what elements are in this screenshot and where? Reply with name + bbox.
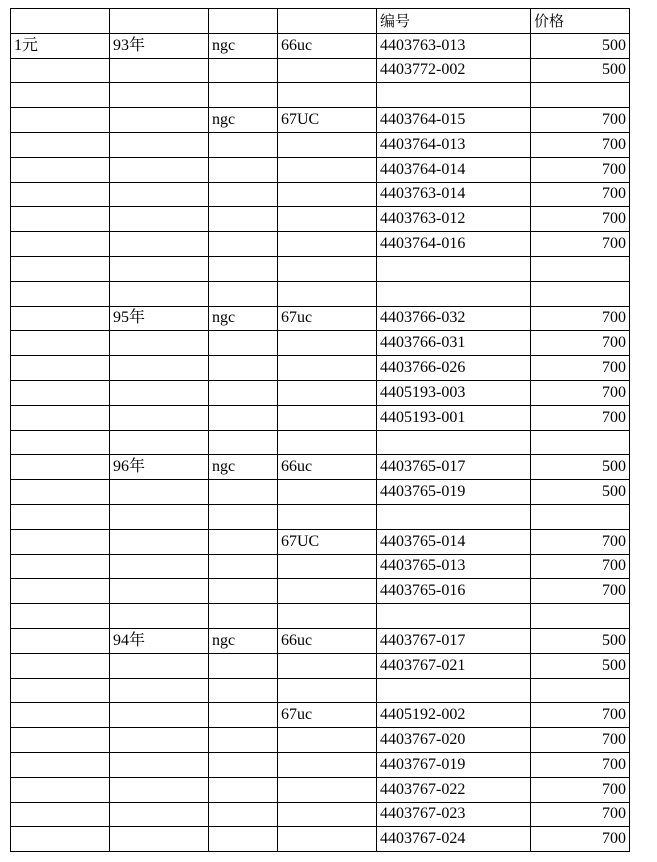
header-cell-denom[interactable] bbox=[11, 9, 110, 34]
cell-serial[interactable]: 4405193-001 bbox=[377, 405, 531, 430]
cell-year[interactable] bbox=[110, 827, 209, 852]
cell-serial[interactable]: 4403765-016 bbox=[377, 579, 531, 604]
cell-price[interactable]: 500 bbox=[531, 628, 630, 653]
cell-serial[interactable] bbox=[377, 678, 531, 703]
cell-price[interactable]: 700 bbox=[531, 356, 630, 381]
table-row bbox=[11, 455, 630, 480]
cell-denom[interactable] bbox=[11, 678, 110, 703]
cell-grader[interactable] bbox=[209, 430, 278, 455]
table-row bbox=[11, 83, 630, 108]
table-row bbox=[11, 331, 630, 356]
cell-grade[interactable] bbox=[278, 281, 377, 306]
cell-year[interactable] bbox=[110, 58, 209, 83]
cell-grader[interactable] bbox=[209, 157, 278, 182]
cell-price[interactable]: 700 bbox=[531, 752, 630, 777]
table-row bbox=[11, 728, 630, 753]
cell-year[interactable] bbox=[110, 132, 209, 157]
cell-grader[interactable] bbox=[209, 207, 278, 232]
cell-price[interactable]: 500 bbox=[531, 480, 630, 505]
cell-grade[interactable] bbox=[278, 604, 377, 629]
cell-denom[interactable] bbox=[11, 529, 110, 554]
table-row bbox=[11, 380, 630, 405]
header-cell-year[interactable] bbox=[110, 9, 209, 34]
cell-denom[interactable] bbox=[11, 405, 110, 430]
cell-denom[interactable] bbox=[11, 380, 110, 405]
cell-serial[interactable]: 4403767-024 bbox=[377, 827, 531, 852]
table-row bbox=[11, 628, 630, 653]
cell-grader[interactable] bbox=[209, 83, 278, 108]
cell-grader[interactable] bbox=[209, 529, 278, 554]
cell-denom[interactable] bbox=[11, 653, 110, 678]
cell-year[interactable] bbox=[110, 281, 209, 306]
cell-grader[interactable] bbox=[209, 405, 278, 430]
cell-year[interactable] bbox=[110, 752, 209, 777]
cell-denom[interactable] bbox=[11, 728, 110, 753]
cell-grader[interactable] bbox=[209, 604, 278, 629]
cell-grader[interactable] bbox=[209, 182, 278, 207]
cell-denom[interactable] bbox=[11, 306, 110, 331]
cell-grader[interactable]: ngc bbox=[209, 108, 278, 133]
cell-price[interactable]: 700 bbox=[531, 529, 630, 554]
cell-serial[interactable]: 4405193-003 bbox=[377, 380, 531, 405]
table-row bbox=[11, 430, 630, 455]
cell-year[interactable] bbox=[110, 256, 209, 281]
cell-grader[interactable] bbox=[209, 777, 278, 802]
cell-price[interactable]: 700 bbox=[531, 232, 630, 257]
table-row bbox=[11, 678, 630, 703]
cell-denom[interactable] bbox=[11, 108, 110, 133]
table-row bbox=[11, 232, 630, 257]
table-row bbox=[11, 33, 630, 58]
cell-serial[interactable]: 4403765-014 bbox=[377, 529, 531, 554]
table-row bbox=[11, 157, 630, 182]
cell-price[interactable] bbox=[531, 678, 630, 703]
cell-grade[interactable] bbox=[278, 256, 377, 281]
cell-year[interactable] bbox=[110, 405, 209, 430]
cell-year[interactable] bbox=[110, 331, 209, 356]
cell-denom[interactable] bbox=[11, 157, 110, 182]
cell-price[interactable] bbox=[531, 604, 630, 629]
cell-price[interactable]: 700 bbox=[531, 777, 630, 802]
cell-grader[interactable]: ngc bbox=[209, 455, 278, 480]
cell-grade[interactable] bbox=[278, 331, 377, 356]
cell-grader[interactable] bbox=[209, 480, 278, 505]
cell-serial[interactable]: 4403767-022 bbox=[377, 777, 531, 802]
cell-grader[interactable] bbox=[209, 728, 278, 753]
cell-grade[interactable] bbox=[278, 83, 377, 108]
cell-serial[interactable]: 4403767-017 bbox=[377, 628, 531, 653]
cell-year[interactable] bbox=[110, 802, 209, 827]
table-row bbox=[11, 480, 630, 505]
header-cell-serial[interactable]: 编号 bbox=[377, 9, 531, 34]
cell-year[interactable]: 94年 bbox=[110, 628, 209, 653]
table-row bbox=[11, 554, 630, 579]
cell-denom[interactable] bbox=[11, 281, 110, 306]
table-body bbox=[11, 9, 630, 852]
cell-denom[interactable] bbox=[11, 628, 110, 653]
cell-serial[interactable]: 4403763-014 bbox=[377, 182, 531, 207]
table-row bbox=[11, 356, 630, 381]
cell-denom[interactable] bbox=[11, 58, 110, 83]
cell-grade[interactable] bbox=[278, 554, 377, 579]
cell-price[interactable] bbox=[531, 281, 630, 306]
cell-denom[interactable] bbox=[11, 132, 110, 157]
table-row bbox=[11, 132, 630, 157]
cell-denom[interactable] bbox=[11, 554, 110, 579]
cell-serial[interactable]: 4403764-014 bbox=[377, 157, 531, 182]
cell-price[interactable]: 700 bbox=[531, 380, 630, 405]
cell-serial[interactable]: 4403764-015 bbox=[377, 108, 531, 133]
cell-grader[interactable] bbox=[209, 232, 278, 257]
cell-price[interactable]: 700 bbox=[531, 108, 630, 133]
cell-price[interactable]: 700 bbox=[531, 331, 630, 356]
cell-denom[interactable] bbox=[11, 802, 110, 827]
cell-grade[interactable] bbox=[278, 430, 377, 455]
cell-year[interactable] bbox=[110, 232, 209, 257]
cell-grader[interactable] bbox=[209, 579, 278, 604]
cell-grade[interactable] bbox=[278, 777, 377, 802]
cell-serial[interactable]: 4405192-002 bbox=[377, 703, 531, 728]
cell-grader[interactable] bbox=[209, 703, 278, 728]
header-cell-grader[interactable] bbox=[209, 9, 278, 34]
table-row bbox=[11, 579, 630, 604]
cell-price[interactable]: 700 bbox=[531, 132, 630, 157]
table-row bbox=[11, 58, 630, 83]
table-row bbox=[11, 108, 630, 133]
table-row bbox=[11, 777, 630, 802]
cell-denom[interactable] bbox=[11, 232, 110, 257]
header-cell-grade[interactable] bbox=[278, 9, 377, 34]
cell-year[interactable] bbox=[110, 728, 209, 753]
cell-year[interactable] bbox=[110, 604, 209, 629]
cell-year[interactable] bbox=[110, 678, 209, 703]
cell-denom[interactable] bbox=[11, 455, 110, 480]
cell-grade[interactable]: 66uc bbox=[278, 455, 377, 480]
cell-grade[interactable] bbox=[278, 728, 377, 753]
cell-grade[interactable] bbox=[278, 58, 377, 83]
cell-year[interactable]: 95年 bbox=[110, 306, 209, 331]
cell-grader[interactable] bbox=[209, 678, 278, 703]
cell-year[interactable] bbox=[110, 777, 209, 802]
cell-year[interactable] bbox=[110, 108, 209, 133]
cell-grade[interactable] bbox=[278, 802, 377, 827]
cell-grade[interactable] bbox=[278, 232, 377, 257]
cell-grader[interactable] bbox=[209, 802, 278, 827]
cell-grader[interactable] bbox=[209, 281, 278, 306]
cell-year[interactable] bbox=[110, 83, 209, 108]
cell-grade[interactable] bbox=[278, 678, 377, 703]
cell-denom[interactable] bbox=[11, 504, 110, 529]
cell-year[interactable]: 93年 bbox=[110, 33, 209, 58]
cell-serial[interactable]: 4403763-013 bbox=[377, 33, 531, 58]
cell-year[interactable] bbox=[110, 703, 209, 728]
cell-grade[interactable] bbox=[278, 356, 377, 381]
cell-serial[interactable] bbox=[377, 430, 531, 455]
cell-denom[interactable] bbox=[11, 331, 110, 356]
cell-year[interactable] bbox=[110, 480, 209, 505]
cell-serial[interactable]: 4403765-019 bbox=[377, 480, 531, 505]
cell-grader[interactable] bbox=[209, 380, 278, 405]
cell-serial[interactable]: 4403763-012 bbox=[377, 207, 531, 232]
cell-denom[interactable]: 1元 bbox=[11, 33, 110, 58]
cell-year[interactable] bbox=[110, 356, 209, 381]
cell-grader[interactable] bbox=[209, 827, 278, 852]
cell-year[interactable] bbox=[110, 430, 209, 455]
cell-grade[interactable]: 67UC bbox=[278, 529, 377, 554]
cell-grade[interactable]: 66uc bbox=[278, 33, 377, 58]
table-row bbox=[11, 504, 630, 529]
table-row bbox=[11, 827, 630, 852]
cell-serial[interactable]: 4403772-002 bbox=[377, 58, 531, 83]
cell-serial[interactable]: 4403764-013 bbox=[377, 132, 531, 157]
cell-grader[interactable] bbox=[209, 132, 278, 157]
cell-year[interactable] bbox=[110, 653, 209, 678]
cell-grade[interactable] bbox=[278, 182, 377, 207]
cell-grader[interactable]: ngc bbox=[209, 306, 278, 331]
cell-price[interactable] bbox=[531, 430, 630, 455]
cell-serial[interactable]: 4403767-020 bbox=[377, 728, 531, 753]
cell-year[interactable] bbox=[110, 529, 209, 554]
cell-denom[interactable] bbox=[11, 777, 110, 802]
cell-serial[interactable]: 4403766-031 bbox=[377, 331, 531, 356]
header-cell-price[interactable]: 价格 bbox=[531, 9, 630, 34]
cell-grader[interactable] bbox=[209, 504, 278, 529]
cell-price[interactable]: 700 bbox=[531, 157, 630, 182]
cell-serial[interactable]: 4403767-019 bbox=[377, 752, 531, 777]
cell-year[interactable]: 96年 bbox=[110, 455, 209, 480]
cell-denom[interactable] bbox=[11, 182, 110, 207]
cell-denom[interactable] bbox=[11, 827, 110, 852]
cell-denom[interactable] bbox=[11, 356, 110, 381]
cell-grader[interactable]: ngc bbox=[209, 628, 278, 653]
cell-serial[interactable] bbox=[377, 504, 531, 529]
cell-grade[interactable]: 67uc bbox=[278, 703, 377, 728]
cell-serial[interactable] bbox=[377, 256, 531, 281]
header-row bbox=[11, 9, 630, 34]
cell-grader[interactable] bbox=[209, 554, 278, 579]
cell-grade[interactable]: 66uc bbox=[278, 628, 377, 653]
cell-price[interactable]: 700 bbox=[531, 802, 630, 827]
cell-grader[interactable] bbox=[209, 58, 278, 83]
cell-denom[interactable] bbox=[11, 256, 110, 281]
cell-denom[interactable] bbox=[11, 579, 110, 604]
cell-denom[interactable] bbox=[11, 207, 110, 232]
cell-price[interactable]: 700 bbox=[531, 579, 630, 604]
table-row bbox=[11, 604, 630, 629]
cell-price[interactable]: 700 bbox=[531, 405, 630, 430]
cell-grader[interactable] bbox=[209, 331, 278, 356]
cell-price[interactable]: 500 bbox=[531, 653, 630, 678]
cell-price[interactable]: 700 bbox=[531, 554, 630, 579]
table-row bbox=[11, 256, 630, 281]
cell-year[interactable] bbox=[110, 157, 209, 182]
table-row bbox=[11, 306, 630, 331]
cell-denom[interactable] bbox=[11, 604, 110, 629]
cell-denom[interactable] bbox=[11, 430, 110, 455]
cell-price[interactable] bbox=[531, 256, 630, 281]
cell-serial[interactable] bbox=[377, 604, 531, 629]
cell-grade[interactable] bbox=[278, 405, 377, 430]
cell-grade[interactable]: 67UC bbox=[278, 108, 377, 133]
cell-grade[interactable] bbox=[278, 132, 377, 157]
cell-grade[interactable] bbox=[278, 827, 377, 852]
table-row bbox=[11, 405, 630, 430]
table-row bbox=[11, 529, 630, 554]
cell-price[interactable]: 700 bbox=[531, 728, 630, 753]
cell-grade[interactable] bbox=[278, 157, 377, 182]
table-row bbox=[11, 281, 630, 306]
cell-grade[interactable] bbox=[278, 480, 377, 505]
cell-denom[interactable] bbox=[11, 703, 110, 728]
cell-denom[interactable] bbox=[11, 480, 110, 505]
cell-year[interactable] bbox=[110, 380, 209, 405]
table-row bbox=[11, 182, 630, 207]
cell-grade[interactable] bbox=[278, 380, 377, 405]
cell-grader[interactable]: ngc bbox=[209, 33, 278, 58]
cell-serial[interactable]: 4403767-023 bbox=[377, 802, 531, 827]
cell-grade[interactable] bbox=[278, 579, 377, 604]
cell-year[interactable] bbox=[110, 207, 209, 232]
cell-price[interactable]: 700 bbox=[531, 207, 630, 232]
cell-grader[interactable] bbox=[209, 256, 278, 281]
table-row bbox=[11, 802, 630, 827]
table-row bbox=[11, 207, 630, 232]
cell-year[interactable] bbox=[110, 182, 209, 207]
cell-price[interactable]: 700 bbox=[531, 306, 630, 331]
cell-price[interactable] bbox=[531, 83, 630, 108]
cell-denom[interactable] bbox=[11, 83, 110, 108]
cell-year[interactable] bbox=[110, 504, 209, 529]
cell-serial[interactable]: 4403765-017 bbox=[377, 455, 531, 480]
price-table bbox=[10, 8, 630, 852]
cell-year[interactable] bbox=[110, 579, 209, 604]
cell-serial[interactable]: 4403767-021 bbox=[377, 653, 531, 678]
cell-price[interactable]: 700 bbox=[531, 182, 630, 207]
cell-grade[interactable] bbox=[278, 207, 377, 232]
cell-serial[interactable] bbox=[377, 281, 531, 306]
cell-grader[interactable] bbox=[209, 752, 278, 777]
cell-grade[interactable] bbox=[278, 752, 377, 777]
cell-serial[interactable] bbox=[377, 83, 531, 108]
cell-serial[interactable]: 4403765-013 bbox=[377, 554, 531, 579]
cell-price[interactable]: 500 bbox=[531, 455, 630, 480]
cell-grader[interactable] bbox=[209, 356, 278, 381]
cell-grader[interactable] bbox=[209, 653, 278, 678]
cell-denom[interactable] bbox=[11, 752, 110, 777]
cell-price[interactable]: 500 bbox=[531, 58, 630, 83]
cell-price[interactable]: 700 bbox=[531, 703, 630, 728]
cell-price[interactable]: 700 bbox=[531, 827, 630, 852]
cell-price[interactable]: 500 bbox=[531, 33, 630, 58]
cell-grade[interactable]: 67uc bbox=[278, 306, 377, 331]
cell-price[interactable] bbox=[531, 504, 630, 529]
cell-serial[interactable]: 4403764-016 bbox=[377, 232, 531, 257]
table-row bbox=[11, 752, 630, 777]
cell-year[interactable] bbox=[110, 554, 209, 579]
cell-serial[interactable]: 4403766-026 bbox=[377, 356, 531, 381]
table-row bbox=[11, 653, 630, 678]
cell-serial[interactable]: 4403766-032 bbox=[377, 306, 531, 331]
table-row bbox=[11, 703, 630, 728]
cell-grade[interactable] bbox=[278, 504, 377, 529]
cell-grade[interactable] bbox=[278, 653, 377, 678]
